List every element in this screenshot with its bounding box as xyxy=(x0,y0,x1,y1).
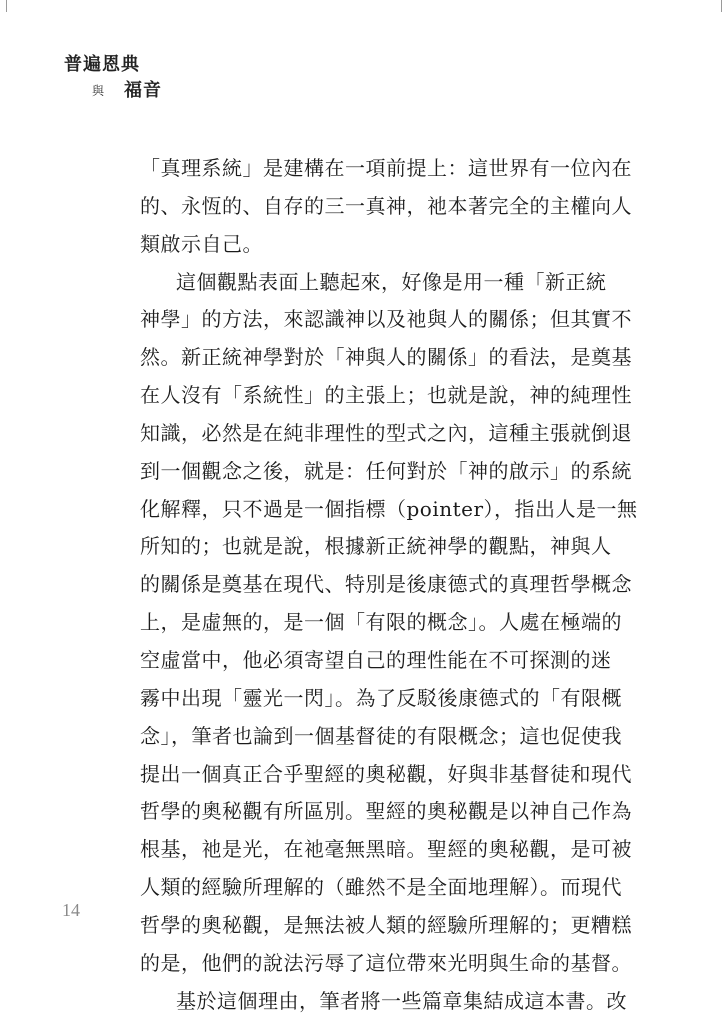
book-title-conjunction: 與 xyxy=(92,84,105,98)
crop-mark-right xyxy=(721,0,722,12)
crop-mark-left xyxy=(6,0,7,12)
text-line: 然。新正統神學對於「神與人的關係」的看法，是奠基 xyxy=(140,345,632,370)
text-line: 上，是虛無的，是一個「有限的概念」。人處在極端的 xyxy=(140,610,622,635)
text-line: 霧中出現「靈光一閃」。為了反駁後康德式的「有限概 xyxy=(140,685,622,710)
text-line: 的關係是奠基在現代、特別是後康德式的真理哲學概念 xyxy=(140,572,632,597)
book-subtitle: 福音 xyxy=(124,80,162,101)
book-title: 普遍恩典 xyxy=(64,54,140,75)
text-line: 的、永恆的、自存的三一真神，祂本著完全的主權向人 xyxy=(140,193,632,218)
text-line: 空虛當中，他必須寄望自己的理性能在不可探測的迷 xyxy=(140,647,612,672)
text-line: 哲學的奧秘觀有所區別。聖經的奧秘觀是以神自己作為 xyxy=(140,799,632,824)
text-line: 這個觀點表面上聽起來，好像是用一種「新正統 xyxy=(176,269,607,294)
text-line: 基於這個理由，筆者將一些篇章集結成這本書。改 xyxy=(176,988,627,1013)
text-line: 到一個觀念之後，就是：任何對於「神的啟示」的系統 xyxy=(140,458,632,483)
text-line: 根基，祂是光，在祂毫無黑暗。聖經的奧秘觀，是可被 xyxy=(140,837,632,862)
text-line: 提出一個真正合乎聖經的奧秘觀，好與非基督徒和現代 xyxy=(140,761,632,786)
text-line: 念」，筆者也論到一個基督徒的有限概念；這也促使我 xyxy=(140,723,622,748)
text-line: 的是，他們的說法污辱了這位帶來光明與生命的基督。 xyxy=(140,950,632,975)
running-head xyxy=(64,50,264,110)
body-text xyxy=(140,150,638,1020)
page-number: 14 xyxy=(62,900,80,920)
text-line: 人類的經驗所理解的（雖然不是全面地理解）。而現代 xyxy=(140,875,622,900)
text-line: 「真理系統」是建構在一項前提上：這世界有一位內在 xyxy=(140,156,632,180)
text-line: 所知的；也就是說，根據新正統神學的觀點，神與人 xyxy=(140,534,612,559)
text-line: 化解釋，只不過是一個指標（pointer），指出人是一無 xyxy=(140,496,638,521)
text-line: 哲學的奧秘觀，是無法被人類的經驗所理解的；更糟糕 xyxy=(140,912,632,937)
text-line: 類啟示自己。 xyxy=(140,231,263,256)
text-line: 在人沒有「系統性」的主張上；也就是說，神的純理性 xyxy=(140,383,632,408)
text-line: 神學」的方法，來認識神以及祂與人的關係；但其實不 xyxy=(140,307,632,332)
text-line: 知識，必然是在純非理性的型式之內，這種主張就倒退 xyxy=(140,420,632,445)
